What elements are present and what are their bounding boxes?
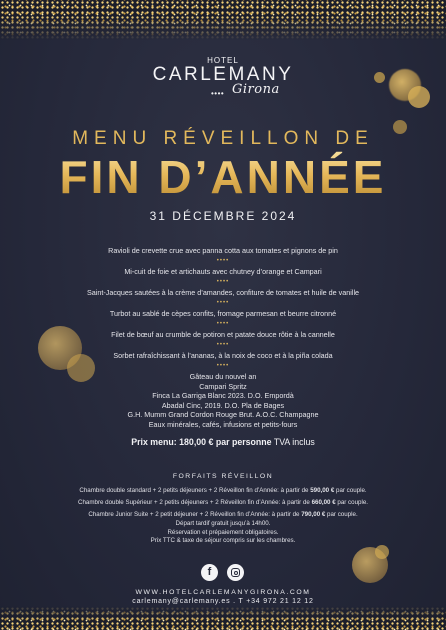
package-row: Chambre double Supérieur + 2 petits déjeuners + 2 Réveillon fin d’Année: à partir de 660,00 € par couple. [78, 499, 368, 506]
menu-price [0, 437, 446, 447]
packages-title: FORFAITS RÉVEILLON [172, 473, 274, 480]
menu-title-line1: MENU RÉVEILLON DE [72, 128, 374, 149]
menu-course: Ravioli de crevette crue avec panna cotta aux tomates et pignons de pin [108, 246, 338, 255]
event-date: 31 DÉCEMBRE 2024 [149, 209, 297, 223]
drinks-list [0, 382, 446, 429]
menu-course-list [0, 246, 446, 382]
package-note: Réservation et prépaiement obligatoires. [167, 528, 279, 536]
drink-item: Eaux minérales, cafés, infusions et petits-fours [148, 419, 298, 429]
gold-sparkle-border-bottom [0, 606, 446, 630]
menu-course: Saint-Jacques sautées à la crème d’amandes, confiture de tomates et huile de vanille [86, 288, 360, 297]
drink-item: Abadal Cinc, 2019. D.O. Pla de Bages [161, 400, 285, 410]
drink-item: Campari Spritz [199, 382, 247, 391]
package-row: Chambre double standard + 2 petits déjeuners + 2 Réveillon fin d’Année: à partir de 590,00 € par couple. [79, 487, 367, 494]
course-separator: •••• [216, 300, 230, 306]
gold-bokeh-decoration [375, 545, 389, 559]
course-separator: •••• [216, 342, 230, 348]
package-note: Départ tardif gratuit jusqu’à 14h00. [175, 520, 271, 527]
drink-item: G.H. Mumm Grand Cordon Rouge Brut. A.O.C. Champagne [127, 410, 319, 420]
menu-course: Sorbet rafraîchissant à l’ananas, à la noix de coco et à la piña colada [113, 351, 333, 360]
menu-course: Filet de bœuf au crumble de potiron et patate douce rôtie à la cannelle [111, 330, 335, 339]
logo-dots: •••• [211, 89, 225, 98]
course-separator: •••• [216, 321, 230, 327]
gold-sparkle-border-top [0, 0, 446, 40]
menu-course: Gâteau du nouvel an [189, 372, 257, 381]
menu-title-main: FIN D’ANNÉE [0, 150, 446, 204]
menu-price-label: Prix menu: 180,00 € par personne [131, 437, 272, 447]
hotel-logo [0, 56, 446, 100]
package-notes [0, 520, 446, 546]
facebook-icon[interactable]: f [201, 564, 218, 581]
menu-price-suffix: TVA inclus [271, 437, 315, 447]
social-links [199, 564, 249, 582]
course-separator: •••• [216, 363, 230, 369]
logo-hotel-word: HOTEL [207, 56, 239, 65]
contact-info: carlemany@carlemany.es . T +34 972 21 12 12 [132, 598, 314, 605]
website-link[interactable]: WWW.HOTELCARLEMANYGIRONA.COM [135, 589, 311, 596]
package-price: 790,00 € [301, 511, 326, 518]
logo-city-script: Girona [232, 82, 280, 97]
logo-brand-name: CARLEMANY [152, 64, 294, 85]
package-price: 660,00 € [311, 499, 336, 506]
drink-item: Finca La Garriga Blanc 2023. D.O. Empordà [152, 391, 294, 401]
packages-list [0, 485, 446, 521]
package-row: Chambre Junior Suite + 2 petit déjeuner + 2 Réveillon fin d’Année: à partir de 790,00 € par couple. [88, 511, 358, 518]
instagram-icon[interactable] [227, 564, 244, 581]
menu-course: Turbot au sablé de cèpes confits, fromage parmesan et beurre citronné [109, 309, 337, 318]
course-separator: •••• [216, 279, 230, 285]
instagram-icon-lens [234, 571, 238, 575]
course-separator: •••• [216, 258, 230, 264]
menu-course: Mi-cuit de foie et artichauts avec chutney d’orange et Campari [124, 267, 322, 276]
package-price: 590,00 € [310, 487, 335, 494]
package-note: Prix TTC & taxe de séjour compris sur les chambres. [150, 537, 296, 545]
